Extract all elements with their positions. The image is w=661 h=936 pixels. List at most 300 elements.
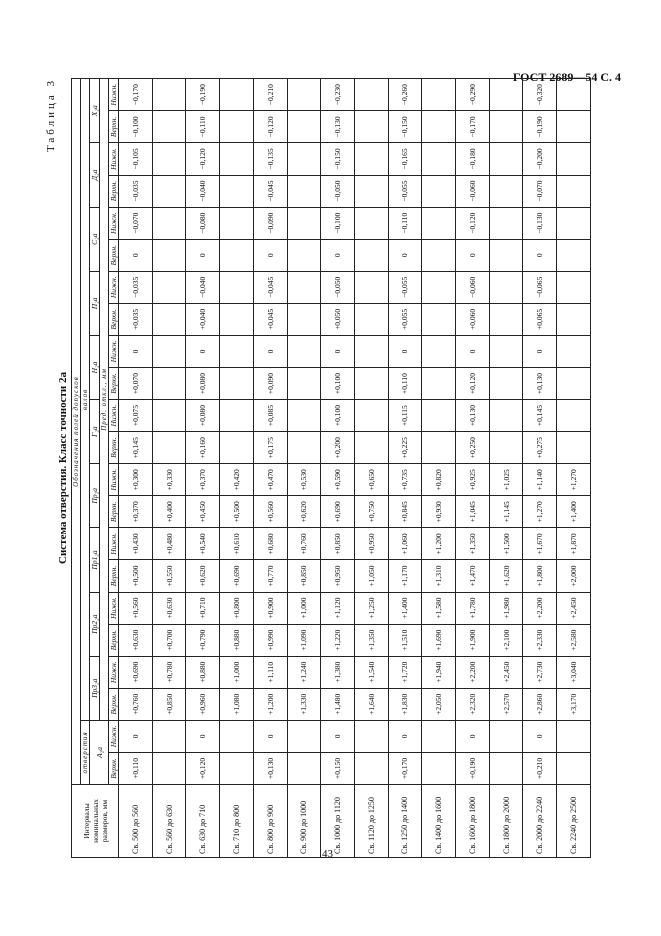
value-cell: [421, 239, 455, 271]
header-nizh: Нижн.: [108, 79, 118, 111]
value-cell: −0,060: [455, 175, 489, 207]
value-cell: +2,730: [522, 656, 556, 688]
value-cell: [556, 367, 590, 399]
value-cell: [219, 111, 253, 143]
value-cell: −0,170: [455, 111, 489, 143]
value-cell: +0,960: [185, 688, 219, 720]
value-cell: [421, 111, 455, 143]
value-cell: +2,330: [522, 624, 556, 656]
value-cell: +1,140: [522, 464, 556, 496]
value-cell: +2,200: [522, 592, 556, 624]
table-row: [253, 79, 287, 858]
table-row: [219, 79, 253, 858]
value-cell: −0,120: [253, 111, 287, 143]
value-cell: [354, 239, 388, 271]
interval-cell: Св. 1120 до 1250: [354, 785, 388, 858]
value-cell: +1,170: [388, 560, 422, 592]
value-cell: +0,430: [118, 528, 152, 560]
value-cell: +0,045: [253, 303, 287, 335]
value-cell: [219, 79, 253, 111]
header-verkh: Верхн.: [108, 111, 118, 143]
value-cell: −0,135: [253, 143, 287, 175]
interval-cell: Св. 1000 до 1120: [320, 785, 354, 858]
value-cell: +0,200: [320, 432, 354, 464]
value-cell: +0,930: [421, 496, 455, 528]
value-cell: 0: [185, 335, 219, 367]
value-cell: 0: [253, 720, 287, 752]
header-nizh: Нижн.: [108, 143, 118, 175]
value-cell: +1,400: [388, 592, 422, 624]
value-cell: [489, 432, 523, 464]
value-cell: −0,190: [522, 111, 556, 143]
value-cell: +1,110: [253, 656, 287, 688]
value-cell: +1,500: [489, 528, 523, 560]
value-cell: +0,750: [354, 496, 388, 528]
value-cell: +0,560: [118, 592, 152, 624]
value-cell: [152, 143, 186, 175]
value-cell: −0,130: [522, 207, 556, 239]
value-cell: +1,250: [354, 592, 388, 624]
value-cell: +0,530: [287, 464, 321, 496]
value-cell: +0,085: [253, 400, 287, 432]
header-nizh: Нижн.: [108, 271, 118, 303]
value-cell: +0,100: [320, 400, 354, 432]
value-cell: [354, 175, 388, 207]
value-cell: +1,350: [354, 624, 388, 656]
value-cell: +0,610: [219, 528, 253, 560]
value-cell: [421, 143, 455, 175]
table-row: [118, 79, 152, 858]
value-cell: 0: [522, 720, 556, 752]
value-cell: [152, 720, 186, 752]
table-row: [185, 79, 219, 858]
value-cell: +0,175: [253, 432, 287, 464]
value-cell: [219, 432, 253, 464]
value-cell: [489, 720, 523, 752]
value-cell: [556, 175, 590, 207]
value-cell: +0,190: [455, 752, 489, 784]
value-cell: −0,055: [388, 271, 422, 303]
value-cell: [556, 111, 590, 143]
value-cell: [421, 303, 455, 335]
value-cell: +0,330: [152, 464, 186, 496]
value-cell: +1,540: [354, 656, 388, 688]
value-cell: +1,400: [556, 496, 590, 528]
value-cell: [287, 79, 321, 111]
value-cell: [354, 720, 388, 752]
value-cell: [219, 400, 253, 432]
value-cell: +0,735: [388, 464, 422, 496]
header-verkh: Верхн.: [108, 432, 118, 464]
value-cell: +0,225: [388, 432, 422, 464]
interval-cell: Св. 1600 до 1800: [455, 785, 489, 858]
value-cell: [152, 239, 186, 271]
value-cell: [219, 720, 253, 752]
value-cell: [489, 400, 523, 432]
value-cell: [152, 79, 186, 111]
value-cell: +1,145: [489, 496, 523, 528]
value-cell: −0,040: [185, 271, 219, 303]
interval-cell: Св. 900 до 1000: [287, 785, 321, 858]
value-cell: −0,230: [320, 79, 354, 111]
value-cell: [287, 271, 321, 303]
value-cell: +0,680: [253, 528, 287, 560]
value-cell: +1,080: [219, 688, 253, 720]
value-cell: +1,670: [522, 528, 556, 560]
value-cell: [287, 720, 321, 752]
value-cell: +1,380: [320, 656, 354, 688]
value-cell: 0: [185, 720, 219, 752]
value-cell: +0,620: [185, 560, 219, 592]
value-cell: 0: [388, 239, 422, 271]
value-cell: −0,110: [185, 111, 219, 143]
value-cell: [421, 175, 455, 207]
value-cell: [152, 303, 186, 335]
value-cell: [489, 367, 523, 399]
value-cell: −0,150: [388, 111, 422, 143]
value-cell: [556, 271, 590, 303]
value-cell: −0,165: [388, 143, 422, 175]
value-cell: +1,830: [388, 688, 422, 720]
value-cell: +0,040: [185, 303, 219, 335]
header-nizh: Нижн.: [108, 528, 118, 560]
header-shaft-name: Г₂а: [89, 400, 99, 464]
value-cell: +0,470: [253, 464, 287, 496]
value-cell: −0,320: [522, 79, 556, 111]
value-cell: [354, 79, 388, 111]
value-cell: −0,290: [455, 79, 489, 111]
value-cell: [152, 111, 186, 143]
header-nizh: Нижн.: [108, 207, 118, 239]
value-cell: +0,770: [253, 560, 287, 592]
value-cell: +1,045: [455, 496, 489, 528]
value-cell: +0,055: [388, 303, 422, 335]
value-cell: −0,050: [320, 271, 354, 303]
value-cell: [219, 303, 253, 335]
header-intervals: Интервалы номинальных размеров, мм: [71, 785, 118, 858]
header-shaft-name: Д₂а: [89, 143, 99, 207]
value-cell: [287, 335, 321, 367]
value-cell: [287, 400, 321, 432]
value-cell: 0: [388, 720, 422, 752]
value-cell: +1,580: [421, 592, 455, 624]
value-cell: 0: [455, 239, 489, 271]
table-row: [287, 79, 321, 858]
value-cell: [219, 143, 253, 175]
value-cell: +0,500: [118, 560, 152, 592]
value-cell: [421, 720, 455, 752]
value-cell: −0,040: [185, 175, 219, 207]
value-cell: +0,710: [185, 592, 219, 624]
value-cell: +1,980: [489, 592, 523, 624]
value-cell: +1,310: [421, 560, 455, 592]
value-cell: +0,925: [455, 464, 489, 496]
value-cell: +1,690: [421, 624, 455, 656]
header-hole-name: А₂а: [89, 720, 108, 784]
header-shaft-name: С₂а: [89, 207, 99, 271]
value-cell: [354, 303, 388, 335]
table-label: Таблица 3: [44, 78, 57, 153]
value-cell: +0,880: [185, 656, 219, 688]
value-cell: 0: [118, 239, 152, 271]
value-cell: [287, 111, 321, 143]
value-cell: +0,120: [185, 752, 219, 784]
value-cell: +1,480: [320, 688, 354, 720]
header-shaft-name: Пр₂а: [89, 464, 99, 528]
value-cell: [421, 271, 455, 303]
value-cell: +0,700: [152, 624, 186, 656]
value-cell: −0,150: [320, 143, 354, 175]
value-cell: +0,115: [388, 400, 422, 432]
header-verkh: Верхн.: [108, 239, 118, 271]
value-cell: +0,090: [253, 367, 287, 399]
header-shaft-name: Пр1₂а: [89, 528, 99, 592]
value-cell: +0,210: [522, 752, 556, 784]
value-cell: +0,850: [320, 528, 354, 560]
value-cell: −0,110: [388, 207, 422, 239]
header-shaft-name: Н₂а: [89, 335, 99, 399]
value-cell: +1,270: [522, 496, 556, 528]
interval-cell: Св. 560 до 630: [152, 785, 186, 858]
table-row: [522, 79, 556, 858]
value-cell: +0,370: [185, 464, 219, 496]
value-cell: +1,000: [287, 592, 321, 624]
page-number: 43: [322, 848, 333, 860]
value-cell: [219, 335, 253, 367]
value-cell: [152, 207, 186, 239]
value-cell: +1,120: [320, 592, 354, 624]
value-cell: +0,690: [219, 560, 253, 592]
value-cell: −0,190: [185, 79, 219, 111]
header-hole: отверстия: [80, 720, 89, 784]
value-cell: −0,105: [118, 143, 152, 175]
value-cell: 0: [455, 335, 489, 367]
value-cell: +0,170: [388, 752, 422, 784]
value-cell: [219, 175, 253, 207]
interval-cell: Св. 1250 до 1400: [388, 785, 422, 858]
value-cell: [152, 335, 186, 367]
value-cell: [421, 367, 455, 399]
value-cell: [489, 175, 523, 207]
value-cell: [489, 79, 523, 111]
value-cell: −0,260: [388, 79, 422, 111]
value-cell: [354, 143, 388, 175]
header-verkh: Верхн.: [108, 303, 118, 335]
value-cell: 0: [118, 335, 152, 367]
table-row: [489, 79, 523, 858]
value-cell: −0,070: [118, 207, 152, 239]
value-cell: [152, 271, 186, 303]
interval-cell: Св. 800 до 900: [253, 785, 287, 858]
value-cell: +0,110: [118, 752, 152, 784]
value-cell: +2,320: [455, 688, 489, 720]
value-cell: [354, 752, 388, 784]
value-cell: 0: [320, 239, 354, 271]
value-cell: −0,045: [253, 271, 287, 303]
interval-cell: Св. 1400 до 1600: [421, 785, 455, 858]
value-cell: −0,060: [455, 271, 489, 303]
interval-cell: Св. 710 до 800: [219, 785, 253, 858]
value-cell: 0: [253, 335, 287, 367]
value-cell: −0,180: [455, 143, 489, 175]
value-cell: +3,170: [556, 688, 590, 720]
value-cell: +0,400: [152, 496, 186, 528]
value-cell: [152, 367, 186, 399]
interval-cell: Св. 2240 до 2500: [556, 785, 590, 858]
value-cell: +0,420: [219, 464, 253, 496]
value-cell: [287, 752, 321, 784]
value-cell: [354, 271, 388, 303]
value-cell: +2,570: [489, 688, 523, 720]
header-verkh: Верхн.: [108, 752, 118, 784]
value-cell: +1,720: [388, 656, 422, 688]
value-cell: +2,580: [556, 624, 590, 656]
value-cell: +0,035: [118, 303, 152, 335]
value-cell: −0,065: [522, 271, 556, 303]
value-cell: −0,100: [118, 111, 152, 143]
value-cell: +0,500: [219, 496, 253, 528]
value-cell: +0,130: [253, 752, 287, 784]
value-cell: −0,035: [118, 175, 152, 207]
tolerance-table: [71, 78, 591, 858]
value-cell: [489, 271, 523, 303]
value-cell: [287, 143, 321, 175]
header-verkh: Верхн.: [108, 688, 118, 720]
value-cell: +0,060: [455, 303, 489, 335]
value-cell: 0: [522, 335, 556, 367]
value-cell: +0,370: [118, 496, 152, 528]
rotated-table-block: [44, 78, 591, 858]
value-cell: +2,450: [556, 592, 590, 624]
value-cell: +2,050: [421, 688, 455, 720]
value-cell: +0,275: [522, 432, 556, 464]
value-cell: 0: [118, 720, 152, 752]
value-cell: [556, 720, 590, 752]
value-cell: +1,800: [522, 560, 556, 592]
value-cell: −0,120: [455, 207, 489, 239]
value-cell: +0,820: [421, 464, 455, 496]
value-cell: −0,200: [522, 143, 556, 175]
value-cell: [421, 400, 455, 432]
value-cell: +0,950: [354, 528, 388, 560]
value-cell: +0,690: [118, 656, 152, 688]
value-cell: +2,450: [489, 656, 523, 688]
value-cell: +0,630: [118, 624, 152, 656]
value-cell: [287, 207, 321, 239]
value-cell: [489, 303, 523, 335]
value-cell: +0,120: [455, 367, 489, 399]
value-cell: −0,050: [320, 175, 354, 207]
value-cell: −0,210: [253, 79, 287, 111]
value-cell: +0,790: [185, 624, 219, 656]
value-cell: +0,620: [287, 496, 321, 528]
value-cell: +0,080: [185, 400, 219, 432]
value-cell: 0: [455, 720, 489, 752]
value-cell: +0,450: [185, 496, 219, 528]
value-cell: +0,050: [320, 303, 354, 335]
value-cell: [287, 239, 321, 271]
value-cell: +1,050: [354, 560, 388, 592]
value-cell: −0,100: [320, 207, 354, 239]
value-cell: [287, 175, 321, 207]
value-cell: +0,630: [152, 592, 186, 624]
value-cell: [421, 335, 455, 367]
value-cell: +0,850: [287, 560, 321, 592]
value-cell: 0: [320, 720, 354, 752]
table-row: [354, 79, 388, 858]
value-cell: +0,650: [354, 464, 388, 496]
value-cell: +1,350: [455, 528, 489, 560]
header-nizh: Нижн.: [108, 400, 118, 432]
value-cell: [556, 143, 590, 175]
value-cell: +0,160: [185, 432, 219, 464]
value-cell: [556, 303, 590, 335]
value-cell: +0,130: [522, 367, 556, 399]
value-cell: +0,070: [118, 367, 152, 399]
value-cell: [421, 432, 455, 464]
value-cell: [489, 143, 523, 175]
header-nizh: Нижн.: [108, 335, 118, 367]
value-cell: +0,250: [455, 432, 489, 464]
value-cell: [354, 432, 388, 464]
header-shaft-name: Пр2₂а: [89, 592, 99, 656]
value-cell: +1,470: [455, 560, 489, 592]
header-nizh: Нижн.: [108, 464, 118, 496]
header-nizh: Нижн.: [108, 592, 118, 624]
value-cell: +1,330: [287, 688, 321, 720]
value-cell: [489, 239, 523, 271]
value-cell: +1,640: [354, 688, 388, 720]
value-cell: +1,940: [421, 656, 455, 688]
header-pred: Пред. откл., мм: [99, 79, 108, 721]
value-cell: −0,055: [388, 175, 422, 207]
value-cell: +0,300: [118, 464, 152, 496]
value-cell: 0: [522, 239, 556, 271]
value-cell: +1,870: [556, 528, 590, 560]
value-cell: [354, 207, 388, 239]
value-cell: [152, 175, 186, 207]
value-cell: [556, 752, 590, 784]
value-cell: +0,950: [320, 560, 354, 592]
value-cell: 0: [253, 239, 287, 271]
header-verkh: Верхн.: [108, 496, 118, 528]
table-row: [152, 79, 186, 858]
table-row: [455, 79, 489, 858]
value-cell: +1,025: [489, 464, 523, 496]
value-cell: [556, 400, 590, 432]
value-cell: 0: [185, 239, 219, 271]
value-cell: +0,100: [320, 367, 354, 399]
value-cell: +0,990: [253, 624, 287, 656]
value-cell: [489, 207, 523, 239]
value-cell: +1,270: [556, 464, 590, 496]
value-cell: +1,200: [253, 688, 287, 720]
value-cell: +0,080: [185, 367, 219, 399]
value-cell: +1,510: [388, 624, 422, 656]
header-shaft-name: Х₂а: [89, 79, 99, 143]
value-cell: +0,850: [152, 688, 186, 720]
value-cell: [556, 79, 590, 111]
value-cell: +0,690: [320, 496, 354, 528]
value-cell: +0,845: [388, 496, 422, 528]
value-cell: [219, 207, 253, 239]
value-cell: −0,070: [522, 175, 556, 207]
value-cell: +1,200: [421, 528, 455, 560]
value-cell: +0,150: [320, 752, 354, 784]
value-cell: [489, 752, 523, 784]
value-cell: [354, 400, 388, 432]
header-verkh: Верхн.: [108, 560, 118, 592]
